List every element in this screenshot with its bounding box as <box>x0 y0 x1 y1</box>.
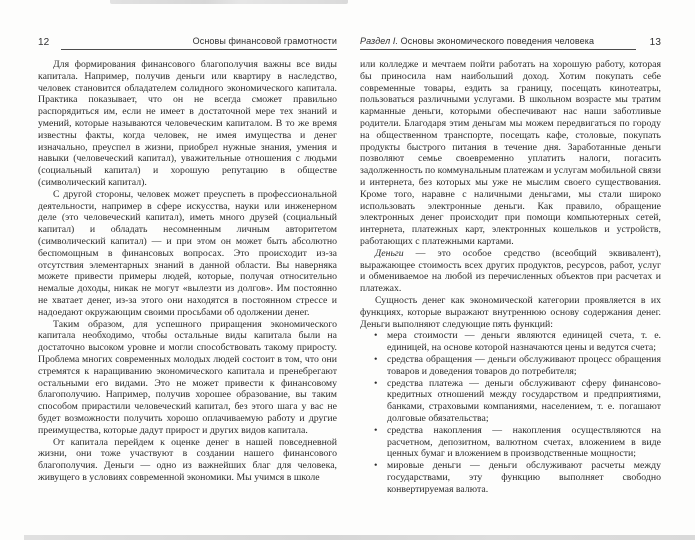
right-header-rule <box>360 36 636 50</box>
list-item-text: средства накопления — накопления осуществляются на расчетном, депозитном, валютном счетах, вложением в виде ценных бумаг и вложением в производственные мощности; <box>387 424 661 460</box>
list-item-text: средства платежа — деньги обслуживают сферу финансово-кредитных отношений между государством и предприятиями, банками, страховыми компаниями, населением, т. е. погашают долговые обязательства; <box>387 377 661 424</box>
definition-term: Деньги <box>375 247 404 259</box>
scan-artifact-top <box>110 0 348 4</box>
scan-artifact-bottom <box>24 535 695 540</box>
right-page-body <box>360 59 661 495</box>
paragraph: Сущность денег как экономической категории проявляется в их функциях, которые выражают внутреннюю основу содержания денег. Деньги выполняют следующие пять функций: <box>360 294 661 330</box>
bullet-icon: • <box>374 424 378 436</box>
left-page-header <box>38 36 337 50</box>
left-page-number: 12 <box>38 37 50 48</box>
list-item <box>360 378 661 425</box>
list-item-text: мера стоимости — деньги являются единицей счета, т. е. единицей, на основе которой назначаются цены и ведутся счета; <box>387 330 661 354</box>
left-page <box>38 36 337 484</box>
list-item <box>360 354 661 378</box>
list-item-text: средства обращения — деньги обслуживают процесс обращения товаров и доведения товаров до потребителя; <box>387 353 661 377</box>
right-header-title: Основы экономического поведения человека <box>400 36 595 46</box>
paragraph: Для формирования финансового благополучия важны все виды капитала. Например, получив деньги или квартиру в наследство, человек становится обладателем солидного экономического капитала. Практика показывает, что он не всегда сможет правильно распорядиться им, если не имеет в достаточной мере тех знаний и умений, которые называются человеческим капиталом. В то же время известны факты, когда человек, не имея имущества и денег изначально, преуспел в жизни, приобрел нужные знания, умения и навыки (человеческий капитал), уважительные отношения с людьми (социальный капитал) и хорошую репутацию в обществе (символический капитал). <box>38 59 337 188</box>
left-page-body <box>38 59 337 484</box>
list-item <box>360 330 661 354</box>
left-header-title: Основы финансовой грамотности <box>192 36 337 46</box>
bullet-icon: • <box>374 330 378 342</box>
right-header-section: Раздел I. <box>360 36 399 46</box>
definition-text: — это особое средство (всеобщий эквивалент), выражающее стоимость всех других продуктов, ресурсов, работ, услуг и обмениваемое на любой из перечисленных объектов при расчетах и платежах. <box>360 247 661 295</box>
paragraph: или колледже и мечтаем пойти работать на хорошую работу, которая бы приносила нам наибольший доход. Хотим покупать себе современные товары, ездить за границу, посещать кинотеатры, пользоваться различными услугами. В школьном возрасте мы тратим карманные деньги, которыми обеспечивают нас наши заботливые родители. Благодаря этим деньгам мы можем передвигаться по городу на общественном транспорте, посещать кафе, столовые, покупать продукты быстрого питания в течение дня. Заработанные деньги позволяют семье своевременно уплатить налоги, погасить задолженность по коммунальным платежам и услугам мобильной связи и интернета, без которых мы уже не мыслим своего существования. Кроме того, наравне с наличными деньгами, мы стали широко использовать электронные деньги. Как правило, обращение электронных денег происходит при помощи компьютерных сетей, интернета, платежных карт, электронных кошельков и устройств, работающих с платежными картами. <box>360 59 661 247</box>
left-header-rule <box>61 36 337 50</box>
list-item <box>360 460 661 495</box>
functions-list <box>360 330 661 495</box>
right-page <box>360 36 661 495</box>
definition-paragraph <box>360 248 661 295</box>
right-page-header <box>360 36 661 50</box>
paragraph: С другой стороны, человек может преуспеть в профессиональной деятельности, например в сфере искусства, науки или инженерном деле (это человеческий капитал), иметь много друзей (социальный капитал) и обладать несомненным личным авторитетом (символический капитал) — и при этом он может быть абсолютно беспомощным в финансовых вопросах. Это происходит из-за отсутствия элементарных знаний в данной области. Вы наверняка можете привести примеры людей, которые, получая относительно немалые доходы, никак не могут «вылезти из долгов». Им постоянно не хватает денег, из-за этого они находятся в постоянном стрессе и надоедают окружающим своими просьбами об одолжении денег. <box>38 188 337 318</box>
bullet-icon: • <box>374 377 378 389</box>
right-page-number: 13 <box>649 37 661 48</box>
bullet-icon: • <box>374 353 378 365</box>
paragraph: Таким образом, для успешного приращения экономического капитала необходимо, чтобы остальные виды капитала были на достаточно высоком уровне и могли способствовать такому приросту. Проблема многих современных молодых людей состоит в том, что они стремятся к наращиванию экономического капитала и пренебрегают остальными его видами. Это не может привести к финансовому благополучию. Например, получив хорошее образование, вы таким способом прирастили человеческий капитал, без этого шага у вас не будет возможности получить хорошо оплачиваемую работу и другие преимущества, которые дадут прирост и других видов капитала. <box>38 318 337 436</box>
list-item <box>360 425 661 460</box>
bullet-icon: • <box>374 460 378 472</box>
list-item-text: мировые деньги — деньги обслуживают расчеты между государствами, эту функцию выполняет свободно конвертируемая валюта. <box>387 460 661 495</box>
paragraph: От капитала перейдем к оценке денег в нашей повседневной жизни, они тоже участвуют в создании нашего финансового благополучия. Деньги — одно из важнейших благ для человека, живущего в условиях современной экономики. Мы учимся в школе <box>38 436 337 483</box>
